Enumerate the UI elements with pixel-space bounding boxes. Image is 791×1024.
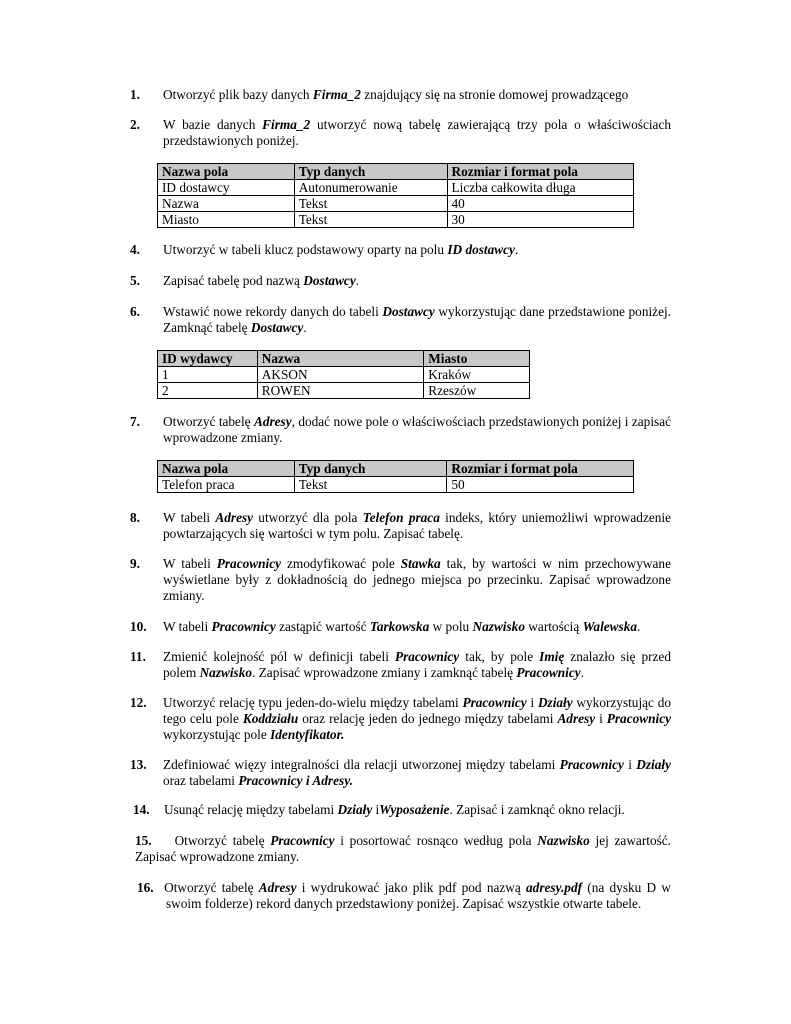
task-text: W bazie danych Firma_2 utworzyć nową tabelę zawierającą trzy pola o właściwościach przedstawionych poniżej.	[163, 117, 671, 148]
table-cell: Rzeszów	[424, 383, 530, 399]
task-number: 9.	[130, 556, 140, 571]
table-cell: ID dostawcy	[158, 180, 295, 196]
task-text: Wstawić nowe rekordy danych do tabeli Dostawcy wykorzystując dane przedstawione poniżej. Zamknąć tabelę Dostawcy.	[163, 304, 671, 335]
task-6	[130, 304, 671, 336]
table-cell: Tekst	[294, 212, 447, 228]
table-header-row	[158, 351, 530, 367]
task-4	[130, 242, 671, 258]
table-cell: ROWEN	[257, 383, 423, 399]
task-text: Utworzyć relację typu jeden-do-wielu między tabelami Pracownicy i Działy wykorzystując do tego celu pole Koddziału oraz relację jeden do jednego między tabelami Adresy i Pracownicy wykorzystując pole Identyfikator.	[163, 695, 672, 742]
task-number: 7.	[130, 414, 140, 429]
task-number: 15.	[135, 833, 152, 848]
task-7	[130, 414, 671, 446]
table-cell: Liczba całkowita długa	[447, 180, 634, 196]
table-row	[158, 477, 634, 493]
task-14	[133, 802, 674, 818]
table-header-cell: Typ danych	[294, 164, 447, 180]
task-text: W tabeli Pracownicy zastąpić wartość Tarkowska w polu Nazwisko wartością Walewska.	[163, 619, 641, 634]
table-header-row	[158, 461, 634, 477]
task-1	[130, 87, 671, 103]
task-9	[130, 556, 671, 604]
table-field-definitions	[157, 163, 634, 228]
table-cell: Autonumerowanie	[294, 180, 447, 196]
task-text: Zdefiniować więzy integralności dla relacji utworzonej między tabelami Pracownicy i Działy oraz tabelami Pracownicy i Adresy.	[163, 757, 671, 788]
task-number: 1.	[130, 87, 140, 102]
task-number: 6.	[130, 304, 140, 319]
task-12	[130, 695, 671, 743]
table-cell: 40	[447, 196, 634, 212]
task-text: Utworzyć w tabeli klucz podstawowy oparty na polu ID dostawcy.	[163, 242, 519, 257]
task-number: 16.	[137, 880, 154, 895]
task-text: Zapisać tabelę pod nazwą Dostawcy.	[163, 273, 360, 288]
task-16	[137, 880, 671, 912]
task-13	[130, 757, 671, 789]
task-text: Usunąć relację między tabelami Działy iWyposażenie. Zapisać i zamknąć okno relacji.	[164, 802, 625, 817]
task-number: 13.	[130, 757, 147, 772]
table-cell: 1	[158, 367, 258, 383]
task-8	[130, 510, 671, 542]
table-new-field	[157, 460, 634, 493]
task-number: 2.	[130, 117, 140, 132]
table-cell: Miasto	[158, 212, 295, 228]
task-number: 5.	[130, 273, 140, 288]
task-text: Otworzyć plik bazy danych Firma_2 znajdujący się na stronie domowej prowadzącego	[163, 87, 629, 102]
task-text: Zmienić kolejność pól w definicji tabeli Pracownicy tak, by pole Imię znalazło się przed polem Nazwisko. Zapisać wprowadzone zmiany i zamknąć tabelę Pracownicy.	[163, 649, 671, 680]
table-header-cell: Nazwa	[257, 351, 423, 367]
table-header-cell: Rozmiar i format pola	[447, 461, 634, 477]
table-supplier-records	[157, 350, 530, 399]
table-header-cell: Nazwa pola	[158, 164, 295, 180]
table-cell: Tekst	[294, 477, 447, 493]
table-cell: Tekst	[294, 196, 447, 212]
task-text: 15. Otworzyć tabelę Pracownicy i posortować rosnąco według pola Nazwisko jej zawartość. Zapisać wprowadzone zmiany.	[135, 833, 672, 864]
task-11	[130, 649, 671, 681]
table-cell: Telefon praca	[158, 477, 295, 493]
table-header-cell: Typ danych	[294, 461, 447, 477]
table-row	[158, 212, 634, 228]
task-number: 10.	[130, 619, 147, 634]
task-text: Otworzyć tabelę Adresy, dodać nowe pole o właściwościach przedstawionych poniżej i zapisać wprowadzone zmiany.	[163, 414, 671, 445]
table-header-cell: Miasto	[424, 351, 530, 367]
task-number: 14.	[133, 802, 150, 817]
table-cell: 50	[447, 477, 634, 493]
table-cell: 2	[158, 383, 258, 399]
task-text: W tabeli Adresy utworzyć dla pola Telefon praca indeks, który uniemożliwi wprowadzenie powtarzających się wartości w tym polu. Zapisać tabelę.	[163, 510, 672, 541]
table-header-cell: ID wydawcy	[158, 351, 258, 367]
table-header-cell: Nazwa pola	[158, 461, 295, 477]
task-15	[135, 833, 671, 865]
table-header-cell: Rozmiar i format pola	[447, 164, 634, 180]
table-header-row	[158, 164, 634, 180]
table-cell: Nazwa	[158, 196, 295, 212]
table-cell: 30	[447, 212, 634, 228]
task-text: W tabeli Pracownicy zmodyfikować pole Stawka tak, by wartości w nim przechowywane wyświetlane były z dokładnością do jednego miejsca po przecinku. Zapisać wprowadzone zmiany.	[163, 556, 671, 603]
table-row	[158, 383, 530, 399]
task-10	[130, 619, 671, 635]
table-row	[158, 367, 530, 383]
task-2	[130, 117, 671, 149]
table-cell: Kraków	[424, 367, 530, 383]
task-number: 8.	[130, 510, 140, 525]
table-row	[158, 180, 634, 196]
task-number: 12.	[130, 695, 147, 710]
task-number: 11.	[130, 649, 146, 664]
table-cell: AKSON	[257, 367, 423, 383]
task-text: 16. Otworzyć tabelę Adresy i wydrukować jako plik pdf pod nazwą adresy.pdf (na dysku D w swoim folderze) rekord danych przedstawiony poniżej. Zapisać wszystkie otwarte tabele.	[137, 880, 671, 911]
table-row	[158, 196, 634, 212]
task-5	[130, 273, 671, 289]
task-number: 4.	[130, 242, 140, 257]
